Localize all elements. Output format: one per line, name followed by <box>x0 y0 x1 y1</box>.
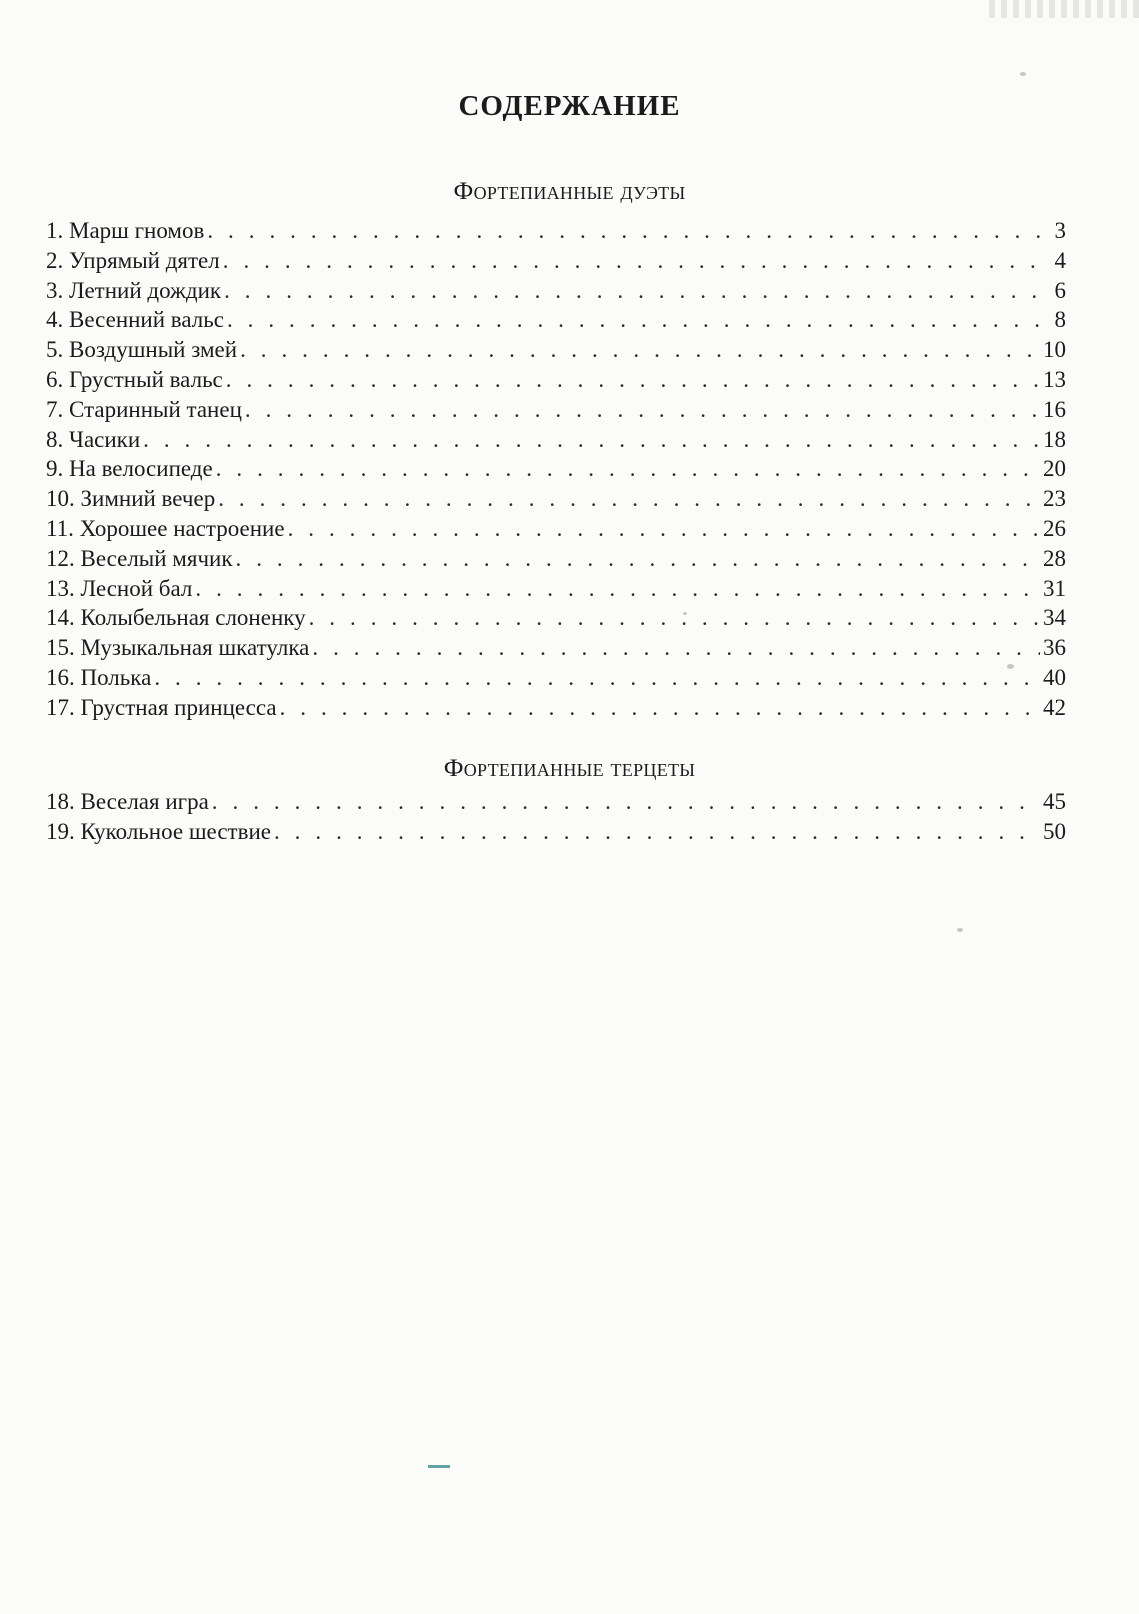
toc-entry-page: 31 <box>1043 575 1066 601</box>
toc-entry-title: Зимний вечер <box>80 486 216 512</box>
toc-entry-page: 26 <box>1043 515 1066 541</box>
toc-entry <box>46 484 1066 514</box>
dot-leader <box>143 425 1040 455</box>
dot-leader <box>236 544 1041 574</box>
dot-leader <box>274 817 1040 847</box>
toc-entry-page: 18 <box>1043 426 1066 452</box>
toc-entry <box>46 514 1066 544</box>
dot-leader <box>154 663 1040 693</box>
toc-entry-page: 45 <box>1043 789 1066 814</box>
toc-entry-title: Марш гномов <box>69 218 205 243</box>
toc-entry-title: Лесной бал <box>80 575 193 601</box>
toc-entry-number: 17. <box>46 694 75 720</box>
toc-entry-title: Летний дождик <box>69 277 222 303</box>
toc-entry-number: 9. <box>46 456 64 482</box>
toc-entry <box>46 395 1066 425</box>
dot-leader <box>218 484 1040 514</box>
toc-entry <box>46 693 1066 723</box>
page-title: СОДЕРЖАНИЕ <box>458 90 681 122</box>
toc-entry <box>46 365 1066 395</box>
toc-entry <box>46 544 1066 574</box>
dot-leader <box>212 787 1040 817</box>
toc-entry-title: Весенний вальс <box>69 307 224 333</box>
toc-entry-number: 5. <box>46 337 64 363</box>
toc-entry-title: Музыкальная шкатулка <box>80 635 310 661</box>
toc-entry <box>46 633 1066 663</box>
toc-entry-title: Грустная принцесса <box>80 694 277 720</box>
section-heading-trios: Фортепианные терцеты <box>443 755 696 782</box>
toc-entry-number: 3. <box>46 277 64 303</box>
toc-entry-page: 4 <box>1054 247 1066 273</box>
toc-entry-number: 8. <box>46 426 64 452</box>
dot-leader <box>216 454 1040 484</box>
dot-leader <box>280 693 1040 723</box>
toc-entry-page: 42 <box>1043 694 1066 720</box>
toc-entry-number: 12. <box>46 545 75 571</box>
toc-entry <box>46 276 1066 306</box>
toc-entry-page: 10 <box>1043 337 1066 363</box>
toc-entry-page: 6 <box>1054 277 1066 303</box>
dot-leader <box>288 514 1040 544</box>
dot-leader <box>223 246 1043 276</box>
dot-leader <box>309 603 1040 633</box>
toc-entry-number: 16. <box>46 664 75 690</box>
toc-entry-title: Хорошее настроение <box>79 515 285 541</box>
dot-leader <box>226 365 1040 395</box>
toc-entry-page: 13 <box>1043 366 1066 392</box>
toc-entry-page: 8 <box>1054 307 1066 333</box>
dot-leader <box>227 305 1043 335</box>
toc-entry-page: 36 <box>1043 635 1066 661</box>
toc-entry <box>46 305 1066 335</box>
toc-entry <box>46 246 1066 276</box>
dot-leader <box>207 216 1043 246</box>
toc-entry-page: 3 <box>1054 218 1066 243</box>
toc-entry-title: Кукольное шествие <box>80 818 271 844</box>
toc-entry-number: 4. <box>46 307 64 333</box>
toc-entry <box>46 603 1066 633</box>
toc-entry-number: 11. <box>46 515 74 541</box>
toc-entry-title: Воздушный змей <box>69 337 238 363</box>
paper-speck <box>1020 72 1026 76</box>
paper-speck <box>683 612 687 615</box>
toc-entry <box>46 335 1066 365</box>
print-mark <box>428 1465 450 1468</box>
toc-entry-title: Полька <box>80 664 152 690</box>
toc-entry-page: 20 <box>1043 456 1066 482</box>
toc-entry-title: Веселый мячик <box>80 545 233 571</box>
dot-leader <box>195 574 1040 604</box>
toc-entry-page: 23 <box>1043 486 1066 512</box>
toc-entry-number: 2. <box>46 247 64 273</box>
toc-entry <box>46 425 1066 455</box>
toc-entry-number: 18. <box>46 789 75 814</box>
toc-entry-number: 15. <box>46 635 75 661</box>
paper-speck <box>1007 664 1014 669</box>
scan-corner-mark <box>989 0 1139 18</box>
toc-entry <box>46 663 1066 693</box>
toc-entry-number: 19. <box>46 818 75 844</box>
toc-entry-title: Упрямый дятел <box>69 247 220 273</box>
toc-entry <box>46 454 1066 484</box>
toc-entry <box>46 787 1066 817</box>
toc-entry-number: 6. <box>46 366 64 392</box>
paper-speck <box>957 928 963 932</box>
toc-entry-number: 14. <box>46 605 75 631</box>
toc-entry-page: 50 <box>1043 818 1066 844</box>
toc-entry-number: 10. <box>46 486 75 512</box>
toc-entry-title: Часики <box>69 426 141 452</box>
toc-entry-title: На велосипеде <box>69 456 213 482</box>
toc-entry-title: Колыбельная слоненку <box>80 605 306 631</box>
section-heading-duets: Фортепианные дуэты <box>453 178 686 205</box>
toc-entry-page: 40 <box>1043 664 1066 690</box>
toc-entry-page: 28 <box>1043 545 1066 571</box>
dot-leader <box>240 335 1040 365</box>
toc-entry-title: Веселая игра <box>80 789 209 814</box>
toc-list-duets <box>46 216 1066 723</box>
toc-entry-title: Старинный танец <box>69 396 242 422</box>
dot-leader <box>224 276 1043 306</box>
toc-entry-page: 34 <box>1043 605 1066 631</box>
dot-leader <box>312 633 1040 663</box>
toc-entry <box>46 216 1066 246</box>
dot-leader <box>245 395 1040 425</box>
toc-entry-number: 1. <box>46 218 64 243</box>
toc-entry-number: 7. <box>46 396 64 422</box>
toc-entry-title: Грустный вальс <box>69 366 223 392</box>
toc-entry <box>46 817 1066 847</box>
toc-entry-page: 16 <box>1043 396 1066 422</box>
toc-entry-number: 13. <box>46 575 75 601</box>
toc-list-trios <box>46 787 1066 847</box>
toc-entry <box>46 574 1066 604</box>
